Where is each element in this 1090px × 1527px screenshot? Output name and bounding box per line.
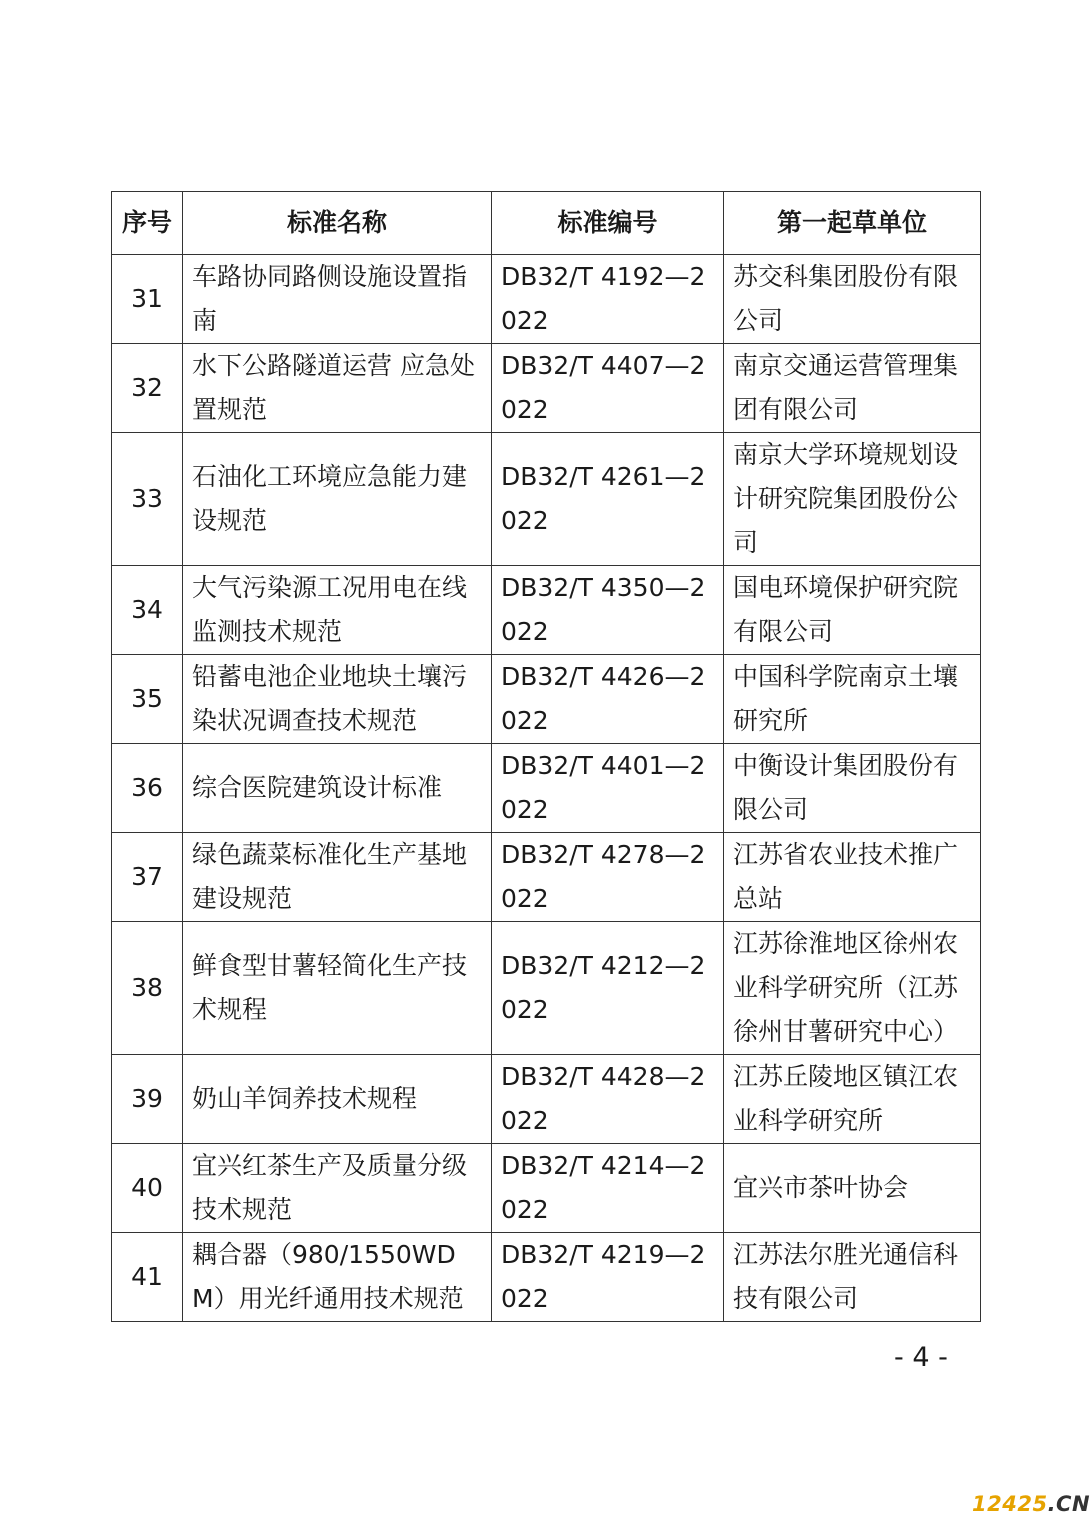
row-drafting-organization: 苏交科集团股份有限公司 [724, 255, 981, 344]
row-serial-number: 40 [112, 1144, 183, 1233]
table-row [112, 655, 981, 744]
watermark-tld: CN [1056, 1492, 1090, 1516]
row-serial-number: 34 [112, 566, 183, 655]
table-row [112, 833, 981, 922]
row-serial-number: 36 [112, 744, 183, 833]
row-standard-code: DB32/T 4278—2022 [492, 833, 724, 922]
row-standard-name: 水下公路隧道运营 应急处置规范 [183, 344, 492, 433]
watermark-dot: . [1047, 1492, 1057, 1516]
row-standard-code: DB32/T 4350—2022 [492, 566, 724, 655]
table-row [112, 255, 981, 344]
row-standard-code: DB32/T 4401—2022 [492, 744, 724, 833]
table-row [112, 566, 981, 655]
row-serial-number: 31 [112, 255, 183, 344]
row-drafting-organization: 江苏省农业技术推广总站 [724, 833, 981, 922]
table-row [112, 1144, 981, 1233]
row-standard-code: DB32/T 4428—2022 [492, 1055, 724, 1144]
standards-table [111, 191, 981, 1322]
row-standard-code: DB32/T 4212—2022 [492, 922, 724, 1055]
table-row [112, 1233, 981, 1322]
row-drafting-organization: 中衡设计集团股份有限公司 [724, 744, 981, 833]
table-row [112, 433, 981, 566]
watermark-number: 12425 [972, 1492, 1048, 1516]
row-serial-number: 41 [112, 1233, 183, 1322]
row-standard-code: DB32/T 4261—2022 [492, 433, 724, 566]
row-drafting-organization: 江苏丘陵地区镇江农业科学研究所 [724, 1055, 981, 1144]
row-standard-code: DB32/T 4192—2022 [492, 255, 724, 344]
row-serial-number: 35 [112, 655, 183, 744]
row-standard-code: DB32/T 4219—2022 [492, 1233, 724, 1322]
row-drafting-organization: 南京交通运营管理集团有限公司 [724, 344, 981, 433]
row-drafting-organization: 江苏徐淮地区徐州农业科学研究所（江苏徐州甘薯研究中心） [724, 922, 981, 1055]
header-standard-name: 标准名称 [183, 192, 492, 255]
page-number: - 4 - [894, 1342, 948, 1373]
row-standard-code: DB32/T 4214—2022 [492, 1144, 724, 1233]
row-standard-name: 石油化工环境应急能力建设规范 [183, 433, 492, 566]
table-row [112, 344, 981, 433]
row-drafting-organization: 南京大学环境规划设计研究院集团股份公司 [724, 433, 981, 566]
row-standard-name: 耦合器（980/1550WDM）用光纤通用技术规范 [183, 1233, 492, 1322]
row-standard-name: 大气污染源工况用电在线监测技术规范 [183, 566, 492, 655]
header-standard-code: 标准编号 [492, 192, 724, 255]
row-standard-name: 宜兴红茶生产及质量分级技术规范 [183, 1144, 492, 1233]
row-standard-code: DB32/T 4407—2022 [492, 344, 724, 433]
standards-table-container [111, 191, 980, 1322]
row-serial-number: 38 [112, 922, 183, 1055]
row-drafting-organization: 国电环境保护研究院有限公司 [724, 566, 981, 655]
table-row [112, 744, 981, 833]
site-watermark [972, 1492, 1090, 1516]
table-row [112, 922, 981, 1055]
row-standard-name: 绿色蔬菜标准化生产基地建设规范 [183, 833, 492, 922]
row-standard-name: 车路协同路侧设施设置指南 [183, 255, 492, 344]
row-standard-name: 综合医院建筑设计标准 [183, 744, 492, 833]
header-drafting-organization: 第一起草单位 [724, 192, 981, 255]
row-drafting-organization: 中国科学院南京土壤研究所 [724, 655, 981, 744]
table-header-row [112, 192, 981, 255]
table-row [112, 1055, 981, 1144]
row-standard-name: 奶山羊饲养技术规程 [183, 1055, 492, 1144]
row-serial-number: 39 [112, 1055, 183, 1144]
row-drafting-organization: 江苏法尔胜光通信科技有限公司 [724, 1233, 981, 1322]
row-serial-number: 32 [112, 344, 183, 433]
row-standard-name: 铅蓄电池企业地块土壤污染状况调查技术规范 [183, 655, 492, 744]
row-standard-code: DB32/T 4426—2022 [492, 655, 724, 744]
header-serial-number: 序号 [112, 192, 183, 255]
row-standard-name: 鲜食型甘薯轻简化生产技术规程 [183, 922, 492, 1055]
row-drafting-organization: 宜兴市茶叶协会 [724, 1144, 981, 1233]
row-serial-number: 33 [112, 433, 183, 566]
row-serial-number: 37 [112, 833, 183, 922]
